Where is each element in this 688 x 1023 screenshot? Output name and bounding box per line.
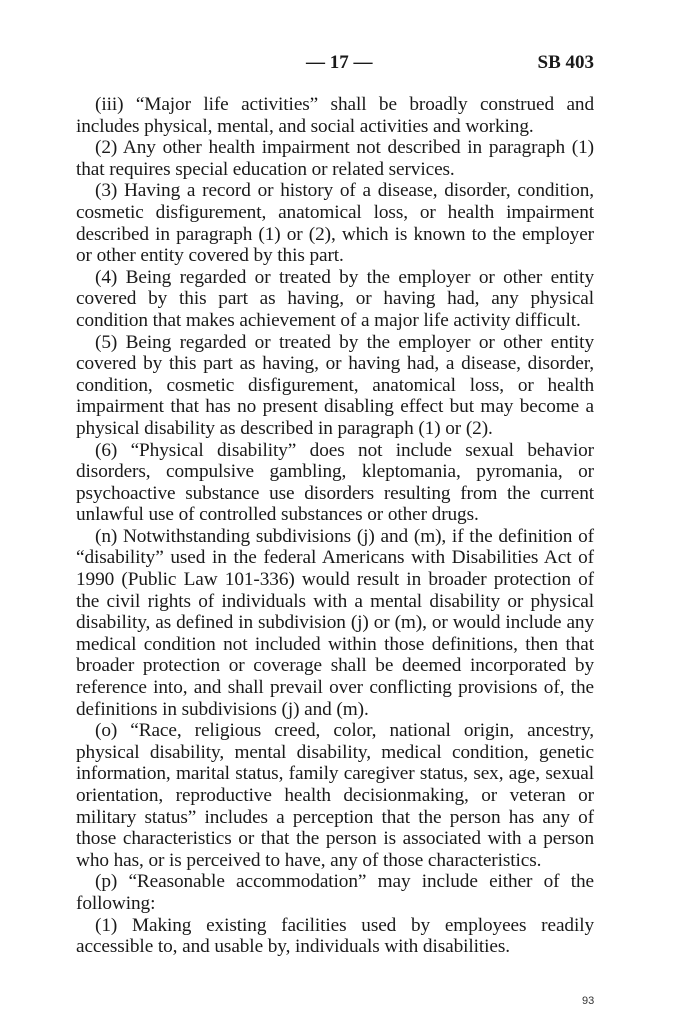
subdivision-n-ada-broader-protection: (n) Notwithstanding subdivisions (j) and (m), if the definition of “disability” used in the federal Americans with Disabilities Act of 1990 (Public Law 101-336) would result in broader protection of the civil rights of individuals with a mental disability or physical disability, as defined in subdivision (j) or (m), or would include any medical condition not included within those definitions, then that broader protection or coverage shall be deemed incorporated by reference into, and shall prevail over conflicting provisions of, the definitions in subdivisions (j) and (m).	[76, 525, 594, 720]
paragraph-1-accessible-facilities: (1) Making existing facilities used by employees readily accessible to, and usable by, individuals with disabilities.	[76, 914, 594, 958]
subdivision-p-reasonable-accommodation: (p) “Reasonable accommodation” may include either of the following:	[76, 871, 594, 914]
paragraph-iii-major-life-activities: (iii) “Major life activities” shall be broadly construed and includes physical, mental, and social activities and working.	[76, 94, 594, 137]
page-number-label: — 17 —	[306, 52, 373, 73]
print-number: 93	[582, 995, 595, 1007]
document-body	[76, 94, 594, 958]
bill-identifier: SB 403	[537, 52, 594, 73]
page-header	[76, 52, 594, 76]
paragraph-2-other-health-impairment: (2) Any other health impairment not described in paragraph (1) that requires special education or related services.	[76, 137, 594, 180]
paragraph-6-exclusions: (6) “Physical disability” does not include sexual behavior disorders, compulsive gambling, kleptomania, pyromania, or psychoactive substance use disorders resulting from the current unlawful use of controlled substances or other drugs.	[76, 439, 594, 526]
paragraph-5-regarded-as-having-disease: (5) Being regarded or treated by the employer or other entity covered by this part as having, or having had, a disease, disorder, condition, cosmetic disfigurement, anatomical loss, or health impairment that has no present disabling effect but may become a physical disability as described in paragraph (1) or (2).	[76, 331, 594, 439]
paragraph-3-record-or-history: (3) Having a record or history of a disease, disorder, condition, cosmetic disfigurement, anatomical loss, or health impairment described in paragraph (1) or (2), which is known to the employer or other entity covered by this part.	[76, 180, 594, 267]
paragraph-4-regarded-as-having-condition: (4) Being regarded or treated by the employer or other entity covered by this part as having, or having had, any physical condition that makes achievement of a major life activity difficult.	[76, 266, 594, 331]
subdivision-o-perception-definition: (o) “Race, religious creed, color, national origin, ancestry, physical disability, mental disability, medical condition, genetic information, marital status, family caregiver status, sex, age, sexual orientation, reproductive health decisionmaking, or veteran or military status” includes a perception that the person has any of those characteristics or that the person is associated with a person who has, or is perceived to have, any of those characteristics.	[76, 720, 594, 871]
